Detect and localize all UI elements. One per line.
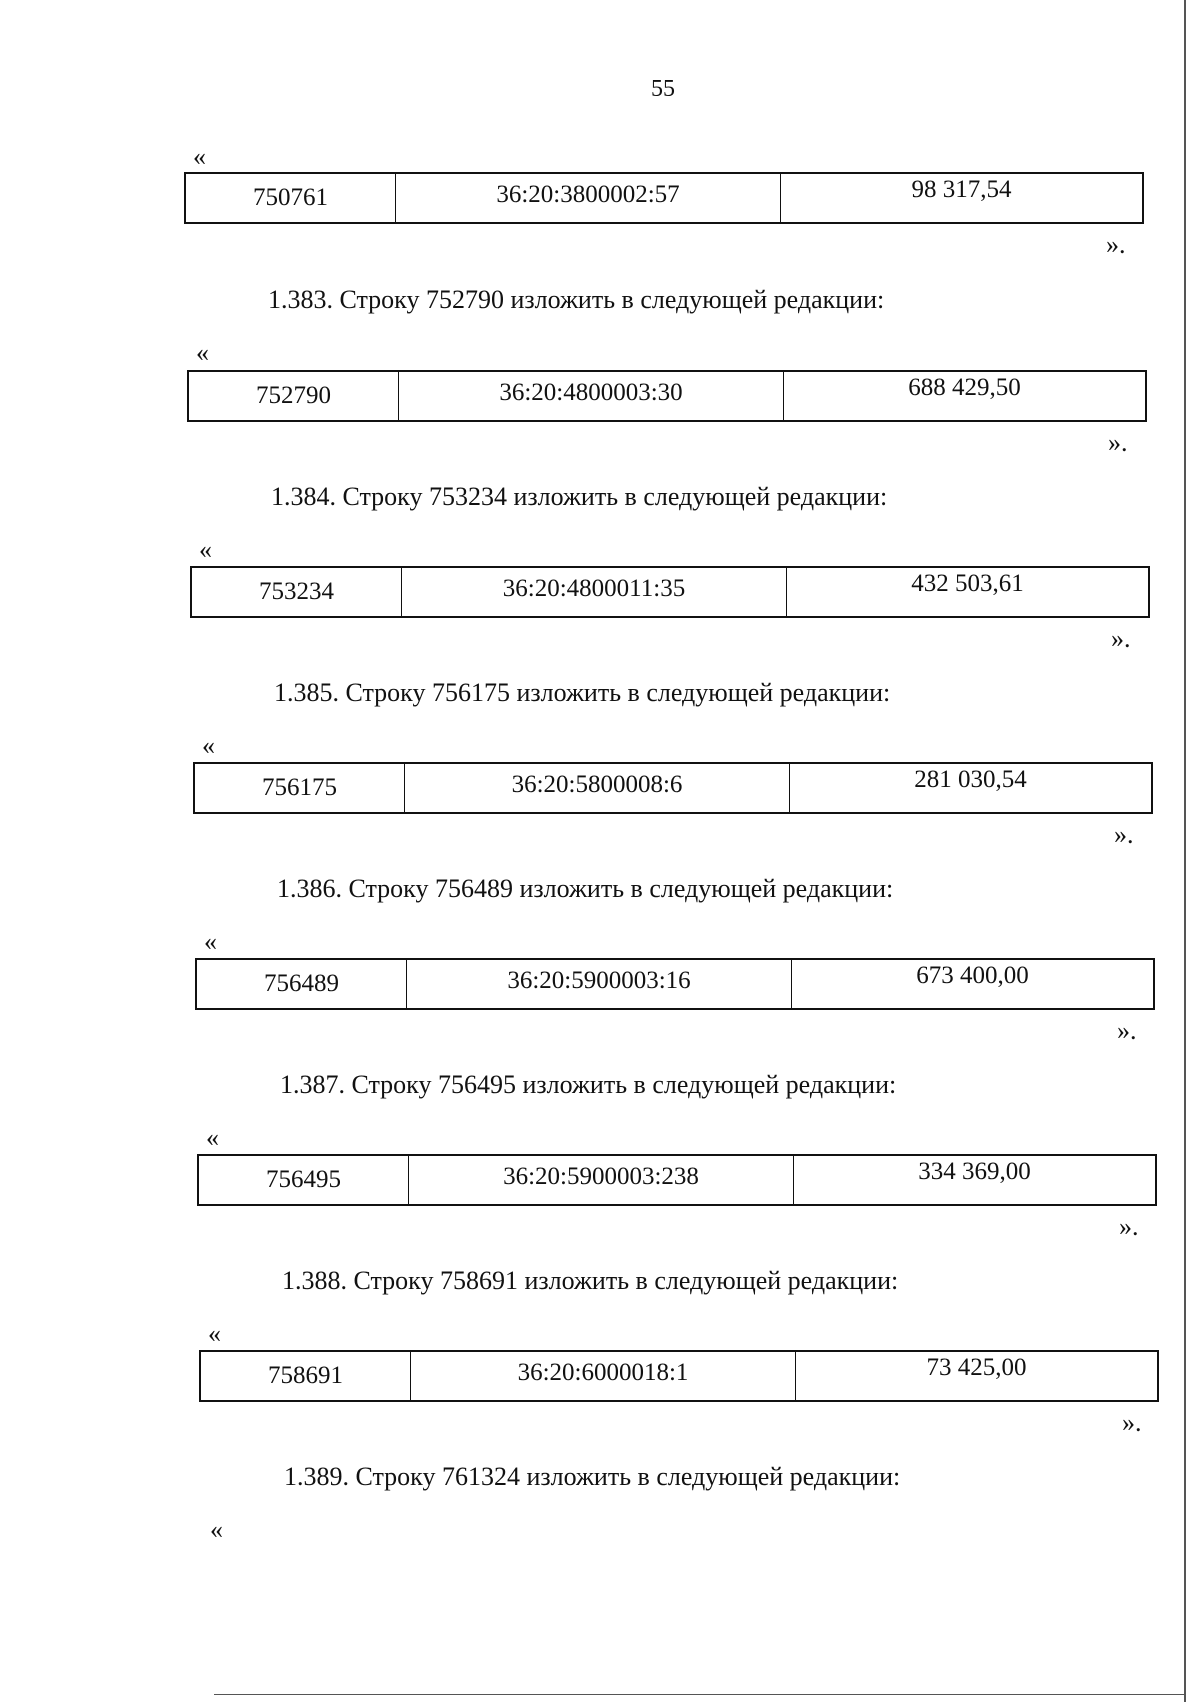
open-quote: « [210, 1515, 223, 1544]
open-quote: « [206, 1123, 219, 1152]
close-quote: ». [1117, 1016, 1137, 1045]
row-value: 281 030,54 [914, 766, 1027, 793]
close-quote: ». [1108, 428, 1128, 457]
row-code: 756489 [197, 960, 407, 1008]
row-cadastral: 36:20:3800002:57 [496, 181, 680, 208]
open-quote: « [204, 927, 217, 956]
row-code: 756495 [199, 1156, 409, 1204]
row-value: 334 369,00 [918, 1158, 1031, 1185]
table-row [190, 566, 1150, 618]
table-row [184, 172, 1144, 224]
row-cadastral: 36:20:6000018:1 [517, 1359, 689, 1386]
table-row [193, 762, 1153, 814]
row-code: 752790 [189, 372, 399, 420]
page-number: 55 [651, 76, 675, 102]
open-quote: « [199, 535, 212, 564]
row-code: 753234 [192, 568, 402, 616]
close-quote: ». [1122, 1408, 1142, 1437]
section-heading: 1.386. Строку 756489 изложить в следующей редакции: [277, 874, 894, 903]
open-quote: « [202, 731, 215, 760]
section-heading: 1.384. Строку 753234 изложить в следующей редакции: [271, 482, 888, 511]
close-quote: ». [1119, 1212, 1139, 1241]
close-quote: ». [1106, 230, 1126, 259]
open-quote: « [208, 1319, 221, 1348]
row-cadastral: 36:20:4800003:30 [499, 379, 683, 406]
row-value: 98 317,54 [911, 176, 1012, 203]
row-cadastral: 36:20:5900003:238 [503, 1163, 699, 1190]
scan-bottom-line [214, 1694, 1184, 1695]
row-cadastral: 36:20:5800008:6 [511, 771, 683, 798]
table-row [197, 1154, 1157, 1206]
row-value: 73 425,00 [926, 1354, 1027, 1381]
section-heading: 1.388. Строку 758691 изложить в следующей редакции: [282, 1266, 899, 1295]
row-cadastral: 36:20:4800011:35 [502, 575, 686, 602]
table-row [199, 1350, 1159, 1402]
section-heading: 1.385. Строку 756175 изложить в следующей редакции: [274, 678, 891, 707]
close-quote: ». [1114, 820, 1134, 849]
row-code: 758691 [201, 1352, 411, 1400]
row-code: 756175 [195, 764, 405, 812]
row-cadastral: 36:20:5900003:16 [507, 967, 691, 994]
row-value: 688 429,50 [908, 374, 1021, 401]
table-row [195, 958, 1155, 1010]
open-quote: « [193, 142, 206, 171]
close-quote: ». [1111, 624, 1131, 653]
row-value: 673 400,00 [916, 962, 1029, 989]
section-heading: 1.383. Строку 752790 изложить в следующей редакции: [268, 285, 885, 314]
section-heading: 1.389. Строку 761324 изложить в следующей редакции: [284, 1462, 901, 1491]
section-heading: 1.387. Строку 756495 изложить в следующей редакции: [280, 1070, 897, 1099]
row-code: 750761 [186, 174, 396, 222]
table-row [187, 370, 1147, 422]
row-value: 432 503,61 [911, 570, 1024, 597]
scan-edge-line [1184, 0, 1186, 1702]
open-quote: « [196, 338, 209, 367]
